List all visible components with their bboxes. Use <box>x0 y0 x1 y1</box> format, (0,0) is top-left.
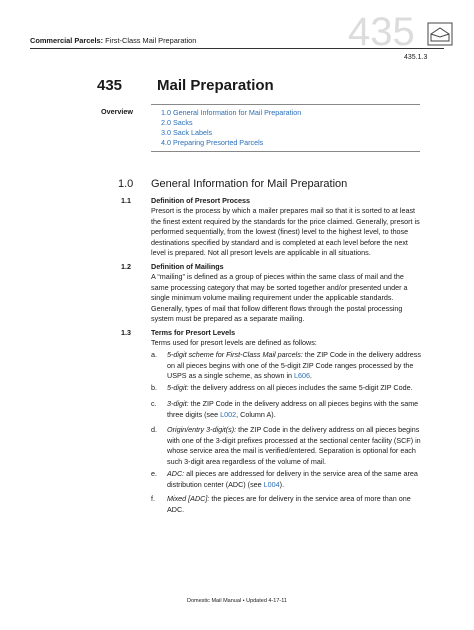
term: Mixed [ADC]: <box>167 494 210 503</box>
header-section-bold: Commercial Parcels: <box>30 36 104 45</box>
overview-toc <box>151 104 420 152</box>
subsection-number: 435.1.3 <box>404 54 428 61</box>
title-number: 435 <box>97 77 123 94</box>
running-header <box>30 36 196 45</box>
body-line: ADC. <box>167 504 185 514</box>
body-text: USPS as a single scheme, as shown in <box>167 371 295 380</box>
term: 5-digit: <box>167 383 189 392</box>
body-text: three digits (see <box>167 409 221 419</box>
body-line: same processing category that may be sorted together and/or presented under a <box>151 282 408 292</box>
body-text: . <box>310 371 313 380</box>
body-line: the finest extent required by the standards for the price claimed. Generally, presort is <box>151 216 420 226</box>
body-line: performed sequentially, from the lowest (finest) level to the highest level, to those <box>151 227 409 236</box>
list-item-a <box>167 350 427 382</box>
term: 3-digit: <box>167 399 189 408</box>
link-l002[interactable]: L002 <box>220 409 237 419</box>
body-text: , Column A). <box>236 409 276 419</box>
term: 5-digit scheme for First-Class Mail parcels: <box>167 350 303 359</box>
section-title: General Information for Mail Preparation <box>151 178 348 190</box>
toc-link-general[interactable]: 1.0 General Information for Mail Preparation <box>161 108 302 117</box>
body-line: with one of the 3-digit prefixes processed at the sectional center facility (SCF) in <box>167 435 421 445</box>
body-text: all pieces are addressed for delivery in the service area of the same area <box>184 469 418 478</box>
body-text: the delivery address on all pieces includes the same 5-digit ZIP Code. <box>188 383 413 392</box>
list-letter: b. <box>151 383 157 392</box>
body-text: distribution center (ADC) (see <box>167 479 264 489</box>
subsection-1-2-number: 1.2 <box>121 262 131 271</box>
mail-tray-icon <box>427 22 453 46</box>
list-item-f <box>167 494 427 515</box>
body-line: such 3-digit area regardless of the volume of mail. <box>167 456 327 466</box>
chapter-big-number: 435 <box>348 10 415 54</box>
body-line: whose service area the mail is verified/entered. Separation is optional for each <box>167 446 416 455</box>
body-text: the ZIP Code in the delivery address on all pieces begins <box>236 425 420 434</box>
body-line: Presort is the process by which a mailer prepares mail so that it is sorted to at least <box>151 206 416 215</box>
body-text: the ZIP Code in the delivery address on all pieces begins with the same <box>188 399 419 408</box>
list-letter: a. <box>151 350 157 359</box>
subsection-1-1-heading: Definition of Presort Process <box>151 196 251 205</box>
subsection-1-3-heading: Terms for Presort Levels <box>151 328 236 337</box>
term: ADC: <box>167 469 185 478</box>
subsection-1-2-body <box>151 272 423 325</box>
toc-link-sacks[interactable]: 2.0 Sacks <box>161 118 193 127</box>
body-text: the pieces are for delivery in the service area of more than one <box>209 494 411 503</box>
title-text: Mail Preparation <box>157 77 274 94</box>
page-footer: Domestic Mail Manual • Updated 4-17-11 <box>187 598 287 604</box>
body-line: destinations specified by standard and is completed at each level before the next <box>151 237 408 247</box>
list-letter: e. <box>151 469 157 478</box>
section-number: 1.0 <box>118 178 134 190</box>
subsection-1-1-number: 1.1 <box>121 196 131 205</box>
subsection-1-3-intro: Terms used for presort levels are defined as follows: <box>151 338 317 347</box>
subsection-1-2-heading: Definition of Mailings <box>151 262 224 271</box>
list-item-d <box>167 425 427 467</box>
subsection-1-3-number: 1.3 <box>121 328 131 337</box>
body-text: ). <box>279 479 285 489</box>
list-letter: d. <box>151 425 157 434</box>
list-item-b <box>167 383 427 394</box>
body-line: A “mailing” is defined as a group of pieces within the same class of mail and the <box>151 272 404 281</box>
list-item-e <box>167 469 427 490</box>
link-l004[interactable]: L004 <box>263 479 280 489</box>
page-title <box>97 77 274 94</box>
list-item-c <box>167 399 427 420</box>
term: Origin/entry 3-digit(s): <box>167 425 237 434</box>
list-letter: c. <box>151 399 157 408</box>
toc-link-presorted-parcels[interactable]: 4.0 Preparing Presorted Parcels <box>161 138 264 147</box>
toc-link-sack-labels[interactable]: 3.0 Sack Labels <box>161 128 213 137</box>
body-line: Generally, types of mail that follow different flows through the postal processing <box>151 303 403 313</box>
body-line: level is prepared. Not all presort levels are applicable in all situations. <box>151 248 371 257</box>
body-line: single minimum volume mailing requirement under the applicable standards. <box>151 293 394 302</box>
subsection-1-1-body <box>151 206 423 259</box>
link-l606[interactable]: L606 <box>294 371 311 380</box>
overview-label: Overview <box>101 107 133 116</box>
body-line: system must be prepared as a separate mailing. <box>151 314 305 323</box>
header-section-rest: First-Class Mail Preparation <box>103 36 197 45</box>
header-rule <box>30 48 444 49</box>
list-letter: f. <box>151 494 155 503</box>
body-line: on all pieces begins with one of the 5-digit ZIP Code ranges processed by the <box>167 360 414 370</box>
body-text: the ZIP Code in the delivery address <box>302 350 421 359</box>
